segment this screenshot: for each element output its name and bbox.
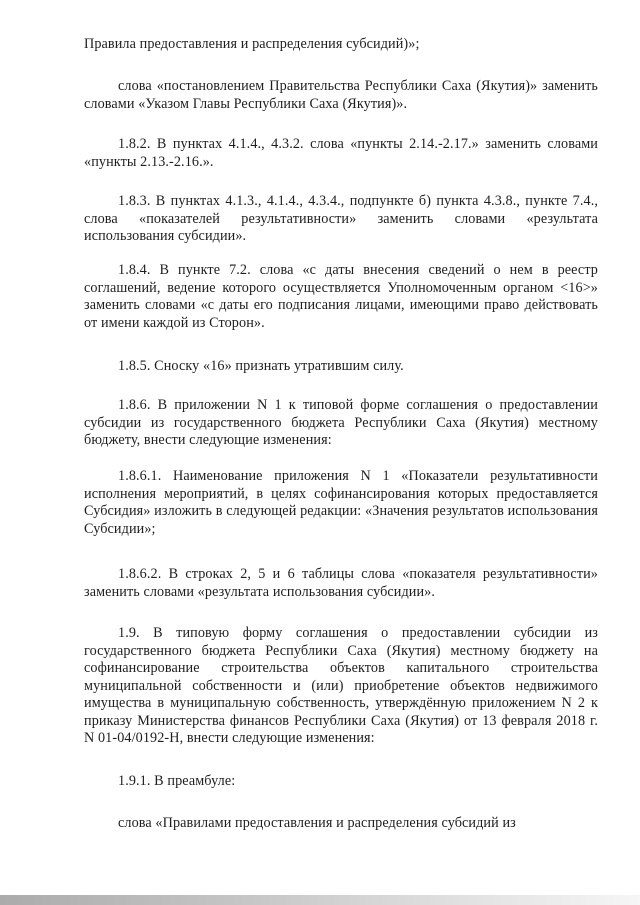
paragraph-1-8-5: 1.8.5. Сноску «16» признать утратившим силу. [118,358,404,374]
paragraph-replace-words: слова «постановлением Правительства Республики Саха (Якутия)» заменить словами «Указом Главы Республики Саха (Якутия)». [84,78,598,112]
paragraph-preamble-words: слова «Правилами предоставления и распределения субсидий из [118,815,516,831]
paragraph-1-8-6-1: 1.8.6.1. Наименование приложения N 1 «Показатели результативности исполнения мероприятий, в целях софинансирования которых предоставляется Субсидия» изложить в следующей редакции: «Значения результатов использования Субсидии»; [84,468,598,537]
paragraph-1-8-6-2: 1.8.6.2. В строках 2, 5 и 6 таблицы слова «показателя результативности» заменить словами «результата использования субсидии». [84,566,598,600]
paragraph-1-8-2: 1.8.2. В пунктах 4.1.4., 4.3.2. слова «пункты 2.14.-2.17.» заменить словами «пункты 2.13.-2.16.». [84,136,598,170]
paragraph-continuation: Правила предоставления и распределения субсидий)»; [84,36,420,52]
paragraph-1-8-3: 1.8.3. В пунктах 4.1.3., 4.1.4., 4.3.4., подпункте б) пункта 4.3.8., пункте 7.4., слова «показателей результативности» заменить словами «результата использования субсидии». [84,193,598,244]
scan-edge-shadow [0,895,640,905]
paragraph-1-8-6: 1.8.6. В приложении N 1 к типовой форме соглашения о предоставлении субсидии из государственного бюджета Республики Саха (Якутия) местному бюджету, внести следующие изменения: [84,397,598,448]
paragraph-1-9: 1.9. В типовую форму соглашения о предоставлении субсидии из государственного бюджета Республики Саха (Якутия) местному бюджету на софинансирование строительства объектов капитального строительства муниципальной собственности и (или) приобретение объектов недвижимого имущества в муниципальную собственность, утверждённую приложением N 2 к приказу Министерства финансов Республики Саха (Якутия) от 13 февраля 2018 г. N 01-04/0192-Н, внести следующие изменения: [84,625,598,746]
paragraph-1-8-4: 1.8.4. В пункте 7.2. слова «с даты внесения сведений о нем в реестр соглашений, ведение которого осуществляется Уполномоченным органом <16>» заменить словами «с даты его подписания лицами, имеющими право действовать от имени каждой из Сторон». [84,262,598,331]
paragraph-1-9-1: 1.9.1. В преамбуле: [118,773,236,789]
